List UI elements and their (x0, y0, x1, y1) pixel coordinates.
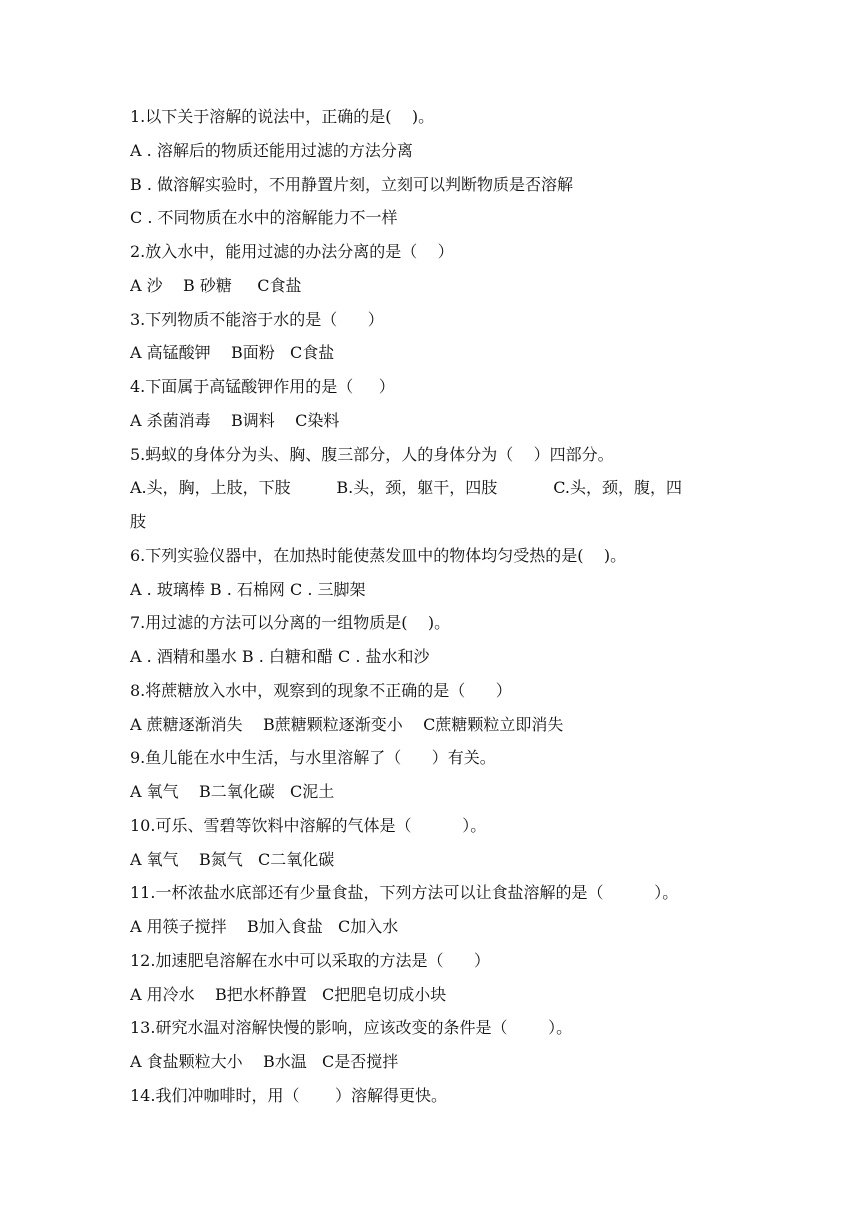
question-options: A . 酒精和墨水 B . 白糖和醋 C . 盐水和沙 (130, 647, 430, 666)
question-options: A 高锰酸钾 B面粉 C食盐 (130, 343, 335, 363)
question-stem: 2.放入水中，能用过滤的办法分离的是（ ） (130, 242, 454, 261)
question-options: A 氧气 B氮气 C二氧化碳 (130, 849, 335, 869)
question-2 (130, 235, 740, 303)
question-1 (130, 100, 740, 235)
question-options: A 用筷子搅拌 B加入食盐 C加入水 (130, 917, 399, 936)
question-10 (130, 809, 740, 877)
question-options: A.头，胸，上肢，下肢 B.头，颈，躯干，四肢 C.头，颈，腹，四 (130, 478, 682, 498)
question-stem: 1.以下关于溶解的说法中，正确的是( )。 (130, 107, 435, 126)
question-9 (130, 741, 740, 809)
question-stem: 10.可乐、雪碧等饮料中溶解的气体是（ ）。 (130, 815, 487, 835)
question-stem: 3.下列物质不能溶于水的是（ ） (130, 309, 384, 329)
question-6 (130, 539, 740, 607)
question-options: A . 溶解后的物质还能用过滤的方法分离 (130, 140, 413, 160)
question-options: A 沙 B 砂糖 C食盐 (130, 275, 302, 295)
question-3 (130, 303, 740, 371)
question-stem: 7.用过滤的方法可以分离的一组物质是( )。 (130, 613, 451, 633)
question-11 (130, 876, 740, 944)
question-4 (130, 370, 740, 438)
question-12 (130, 944, 740, 1012)
question-stem: 14.我们冲咖啡时，用（ ）溶解得更快。 (130, 1085, 448, 1105)
question-options: A . 玻璃棒 B . 石棉网 C . 三脚架 (130, 579, 366, 599)
question-stem: 8.将蔗糖放入水中，观察到的现象不正确的是（ ） (130, 680, 512, 700)
question-options: A 食盐颗粒大小 B水温 C是否搅拌 (130, 1052, 399, 1071)
question-options: A 用冷水 B把水杯静置 C把肥皂切成小块 (130, 984, 447, 1004)
question-13 (130, 1011, 740, 1079)
question-7 (130, 606, 740, 674)
question-options: B . 做溶解实验时，不用静置片刻，立刻可以判断物质是否溶解 (130, 174, 574, 194)
question-8 (130, 674, 740, 742)
question-list (130, 100, 740, 1113)
question-stem: 6.下列实验仪器中，在加热时能使蒸发皿中的物体均匀受热的是( )。 (130, 545, 627, 565)
question-options: C . 不同物质在水中的溶解能力不一样 (130, 208, 398, 228)
question-stem: 11.一杯浓盐水底部还有少量食盐，下列方法可以让食盐溶解的是（ ）。 (130, 883, 679, 903)
question-stem: 5.蚂蚁的身体分为头、胸、腹三部分，人的身体分为（ ）四部分。 (130, 444, 614, 464)
question-options: A 氧气 B二氧化碳 C泥土 (130, 782, 335, 801)
question-options: A 蔗糖逐渐消失 B蔗糖颗粒逐渐变小 C蔗糖颗粒立即消失 (130, 714, 564, 734)
question-options: 肢 (130, 512, 147, 531)
question-stem: 9.鱼儿能在水中生活，与水里溶解了（ ）有关。 (130, 748, 496, 768)
question-stem: 12.加速肥皂溶解在水中可以采取的方法是（ ） (130, 950, 490, 970)
question-14 (130, 1079, 740, 1113)
question-options: A 杀菌消毒 B调料 C染料 (130, 410, 340, 430)
question-stem: 4.下面属于高锰酸钾作用的是（ ） (130, 377, 395, 396)
question-stem: 13.研究水温对溶解快慢的影响，应该改变的条件是（ ）。 (130, 1018, 573, 1038)
question-5 (130, 438, 740, 539)
